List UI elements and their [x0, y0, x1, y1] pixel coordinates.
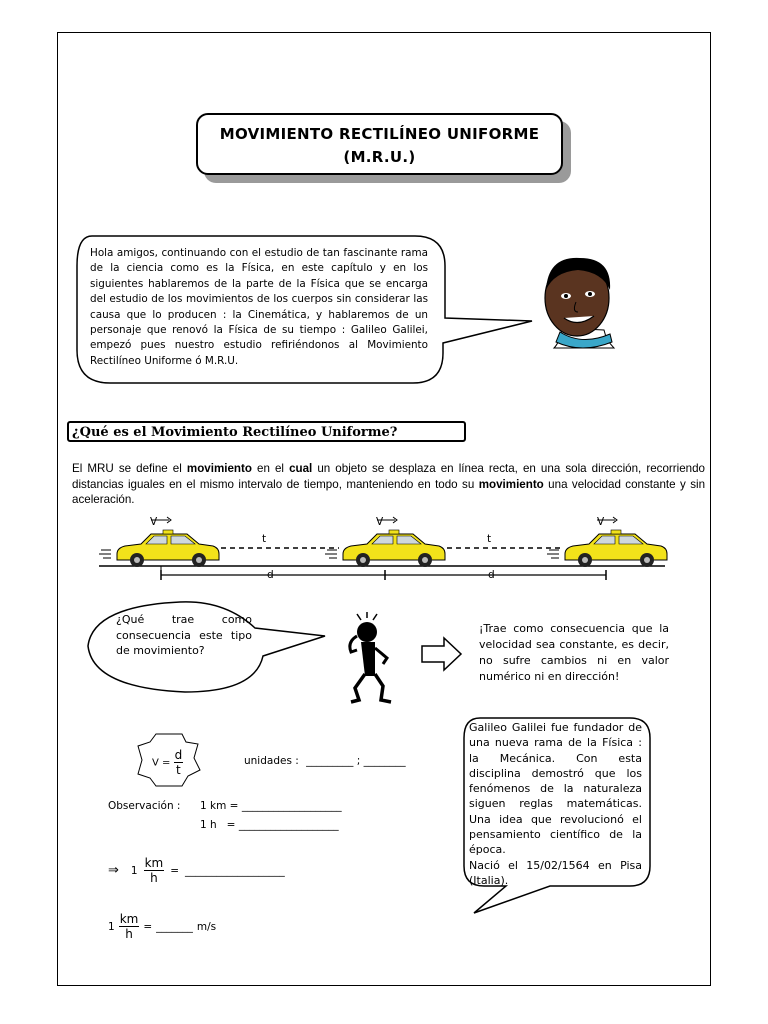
observacion-label: Observación :: [108, 800, 181, 812]
formula-numerator: d: [174, 748, 183, 762]
units-blank-1[interactable]: _________: [306, 755, 354, 767]
km-blank[interactable]: ___________________: [241, 800, 342, 812]
distance-label-1: d: [267, 569, 274, 581]
conversion-2-unit: m/s: [196, 920, 217, 933]
definition-text-1: El MRU se define el: [72, 462, 187, 475]
galileo-birth: Nació el 15/02/1564 en Pisa (Italia).: [469, 858, 642, 887]
conversion-2-den: h: [125, 927, 133, 941]
mru-car-diagram: [95, 512, 675, 584]
velocity-formula: [152, 748, 183, 777]
definition-paragraph: [72, 461, 705, 508]
section-heading: ¿Qué es el Movimiento Rectilíneo Uniforme?: [67, 421, 466, 442]
definition-text-3: un objeto se desplaza en línea recta, en una sola dirección, recorriendo distancias iguales en el mismo intervalo de tiempo, manteniendo en todo su: [72, 462, 705, 491]
distance-label-2: d: [488, 569, 495, 581]
time-label-1: t: [262, 533, 267, 545]
conversion-1-blank[interactable]: ___________________: [185, 864, 285, 877]
conversion-2-num: km: [119, 912, 139, 926]
velocity-label-2: V: [376, 516, 384, 528]
implies-arrow-icon: ⇒: [108, 863, 119, 878]
definition-text-2: en el: [251, 462, 290, 475]
definition-text-4: una velocidad constante y sin aceleración.: [72, 477, 706, 507]
page-title: [196, 113, 563, 175]
formula-denominator: t: [176, 763, 181, 777]
km-label: 1 km =: [200, 800, 239, 812]
conversion-2-blank[interactable]: _______: [156, 920, 193, 933]
conversion-row-1: [108, 856, 285, 885]
conversion-1-eq: =: [170, 864, 180, 877]
velocity-label-1: V: [150, 516, 158, 528]
conversion-2-one: 1: [108, 920, 115, 933]
answer-text: ¡Trae como consecuencia que la velocidad sea constante, es decir, no sufre cambios ni en valor numérico ni en dirección!: [479, 622, 669, 683]
hour-label: 1 h =: [200, 819, 236, 831]
units-line: [244, 755, 406, 767]
conversion-1-den: h: [150, 871, 158, 885]
hour-conversion-row: [200, 819, 339, 831]
units-separator: ;: [356, 755, 361, 767]
hour-blank[interactable]: ___________________: [238, 819, 339, 831]
intro-text: Hola amigos, continuando con el estudio de tan fascinante rama de la ciencia como es la Física, en este capítulo y en los siguientes hablaremos de la parte de la Física que se encarga del estudio de los movimientos de los cuerpos sin considerar las causa que lo producen : la Cinemática, y hablaremos de un personaje que renovó la Física de su tiempo : Galileo Galilei, empezó pues nuestro estudio refiriéndonos al Movimiento Rectilíneo Uniforme ó M.R.U.: [90, 247, 428, 367]
definition-bold-3: movimiento: [478, 477, 544, 491]
boy-face-illustration: [532, 250, 618, 350]
title-line-2: (M.R.U.): [343, 148, 416, 166]
formula-v: V =: [152, 757, 171, 769]
velocity-label-3: V: [597, 516, 605, 528]
units-label: unidades :: [244, 755, 299, 767]
galileo-text: [469, 720, 642, 888]
conversion-row-2: [108, 912, 216, 941]
km-conversion-row: [200, 800, 342, 812]
definition-bold-2: cual: [289, 462, 313, 475]
right-arrow-icon: [420, 636, 464, 672]
question-text: ¿Qué trae como consecuencia este tipo de movimiento?: [116, 613, 252, 657]
time-label-2: t: [487, 533, 492, 545]
title-line-1: MOVIMIENTO RECTILÍNEO UNIFORME: [219, 125, 540, 143]
conversion-1-one: 1: [130, 864, 138, 877]
conversion-1-num: km: [144, 856, 164, 870]
galileo-bio: Galileo Galilei fue fundador de una nueva rama de la Física : la Mecánica. Con esta disciplina demostró que los fenómenos de la naturaleza siguen reglas matemáticas. Una idea que revolucionó el pensamiento científico de la época.: [469, 721, 642, 857]
conversion-2-eq: =: [143, 920, 153, 933]
definition-bold-1: movimiento: [186, 462, 252, 475]
units-blank-2[interactable]: ________: [363, 755, 406, 767]
thinking-figure-icon: [335, 612, 405, 708]
